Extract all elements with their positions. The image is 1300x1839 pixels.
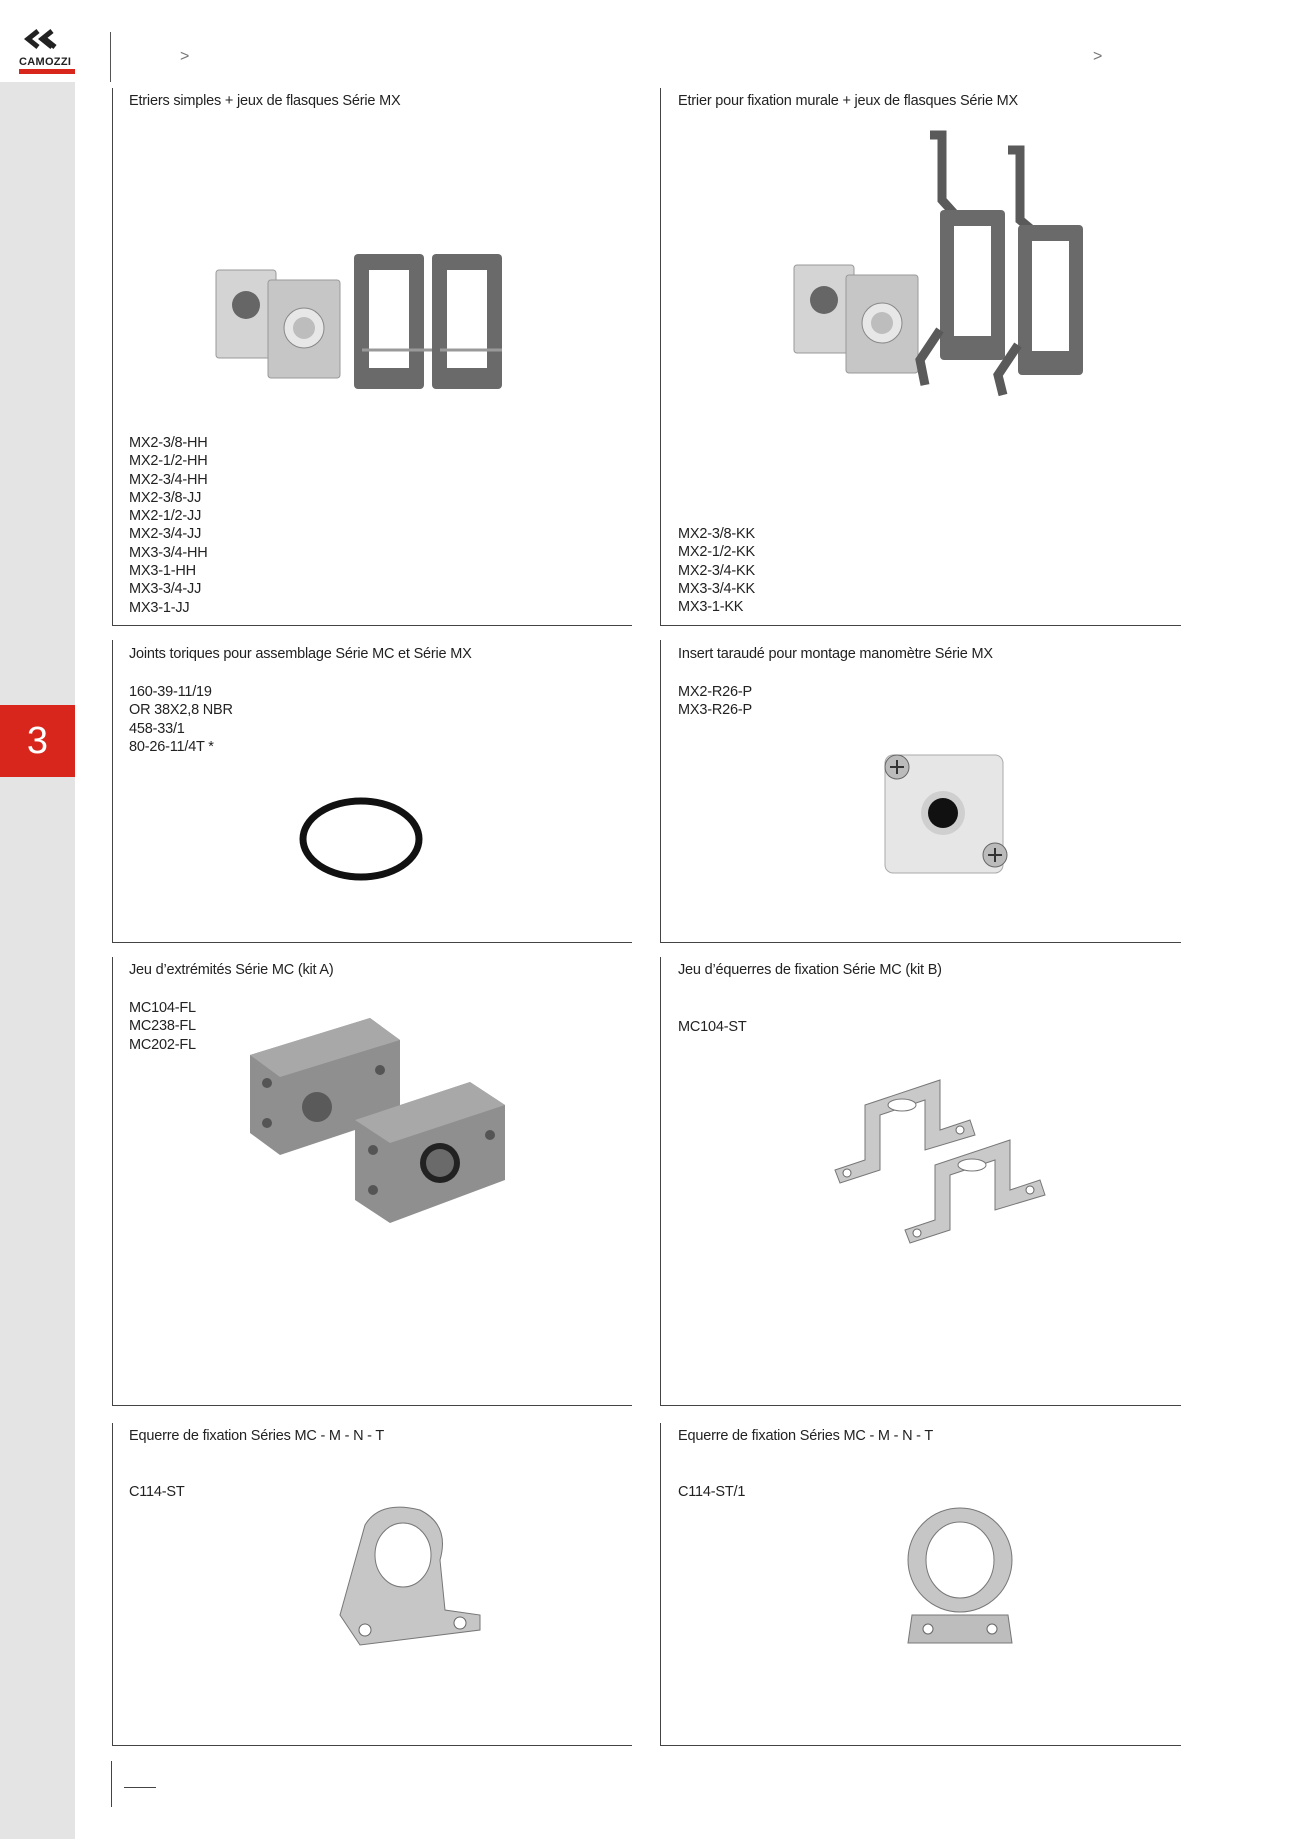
- product-codes: [678, 683, 752, 720]
- camozzi-logo: [18, 28, 76, 76]
- breadcrumb-right[interactable]: >: [1093, 48, 1103, 65]
- product-codes: [129, 999, 196, 1054]
- product-code: C114-ST: [129, 1484, 185, 1500]
- product-codes: [678, 525, 755, 616]
- product-code: OR 38X2,8 NBR: [129, 702, 233, 719]
- product-codes: [678, 1483, 745, 1501]
- product-code: MC202-FL: [129, 1036, 196, 1053]
- product-code: MX3-3/4-HH: [129, 544, 208, 561]
- product-code: MX2-3/4-JJ: [129, 526, 202, 543]
- product-code: MX2-3/8-HH: [129, 435, 208, 451]
- product-codes: [129, 1483, 185, 1501]
- gauge-insert-image: [875, 745, 1015, 885]
- product-code: MX2-3/4-KK: [678, 562, 755, 579]
- product-code: MX2-3/8-KK: [678, 526, 755, 542]
- product-code: 160-39-11/19: [129, 684, 212, 700]
- product-code: MC238-FL: [129, 1018, 196, 1035]
- product-code: MX3-R26-P: [678, 702, 752, 719]
- product-title: Equerre de fixation Séries MC - M - N - T: [678, 1428, 934, 1444]
- product-code: MX3-1-HH: [129, 563, 196, 580]
- angle-bracket-image: [335, 1505, 485, 1650]
- product-title: Jeu d’extrémités Série MC (kit A): [129, 962, 334, 978]
- footer-divider: [111, 1761, 112, 1807]
- footer-dash: [124, 1787, 156, 1788]
- product-code: MX2-R26-P: [678, 684, 752, 700]
- product-code: MX2-1/2-HH: [129, 453, 208, 470]
- o-ring-image: [295, 795, 425, 885]
- chapter-tab[interactable]: [0, 705, 75, 777]
- bracket-flange-set-image: [212, 250, 517, 400]
- product-codes: [129, 434, 208, 617]
- product-title: Equerre de fixation Séries MC - M - N - T: [129, 1428, 385, 1444]
- u-brackets-image: [830, 1075, 1065, 1245]
- product-code: MX2-3/4-HH: [129, 471, 208, 488]
- product-code: MX3-3/4-JJ: [129, 581, 202, 598]
- product-code: MX3-1-JJ: [129, 599, 190, 616]
- product-title: Joints toriques pour assemblage Série MC et Série MX: [129, 646, 472, 662]
- product-code: C114-ST/1: [678, 1484, 746, 1500]
- side-band: [0, 82, 75, 1839]
- product-title: Jeu d’équerres de fixation Série MC (kit B): [678, 962, 942, 978]
- product-code: MX2-3/8-JJ: [129, 489, 202, 506]
- product-code: MX2-1/2-KK: [678, 544, 755, 561]
- header-divider: [110, 32, 111, 82]
- wall-bracket-flange-set-image: [790, 130, 1120, 410]
- product-code: MC104-FL: [129, 1000, 196, 1016]
- chapter-number: 3: [26, 719, 49, 762]
- product-title: Etriers simples + jeux de flasques Série MX: [129, 93, 401, 109]
- product-code: 80-26-11/4T *: [129, 738, 214, 755]
- product-code: MX3-3/4-KK: [678, 580, 755, 597]
- product-title: Etrier pour fixation murale + jeux de flasques Série MX: [678, 93, 1018, 109]
- svg-text:CAMOZZI: CAMOZZI: [19, 56, 72, 68]
- ring-bracket-image: [900, 1505, 1020, 1650]
- product-code: MX3-1-KK: [678, 599, 744, 616]
- product-code: 458-33/1: [129, 720, 185, 737]
- product-code: MX2-1/2-JJ: [129, 508, 202, 525]
- product-code: MC104-ST: [678, 1019, 747, 1035]
- breadcrumb-left[interactable]: >: [180, 48, 190, 65]
- product-codes: [678, 1018, 747, 1036]
- product-title: Insert taraudé pour montage manomètre Série MX: [678, 646, 993, 662]
- product-codes: [129, 683, 233, 756]
- end-blocks-image: [245, 1015, 515, 1240]
